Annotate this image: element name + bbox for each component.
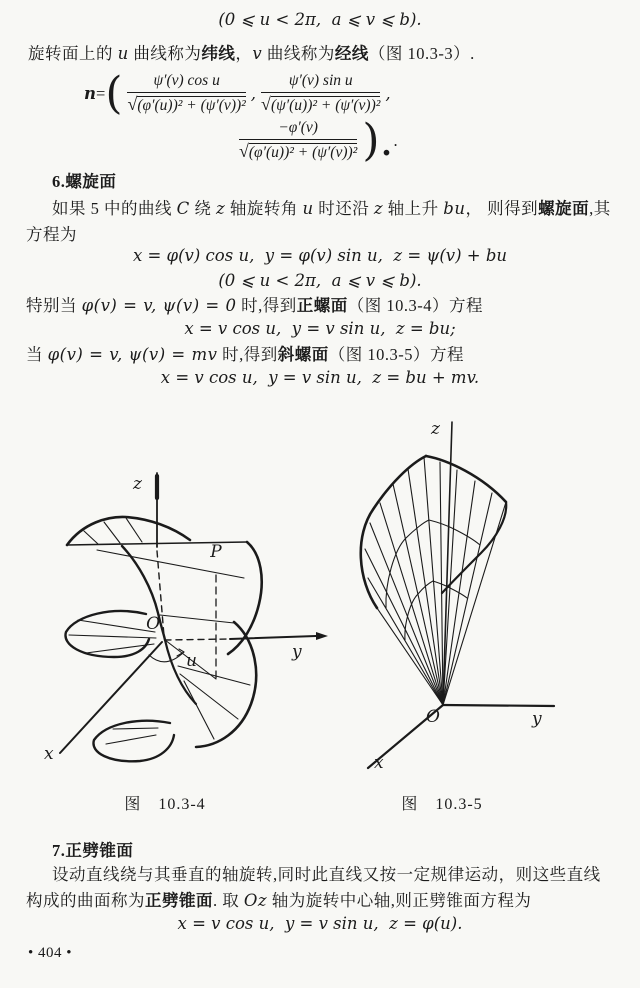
intro-text: 旋转面上的 bbox=[28, 44, 118, 63]
separator-comma: , bbox=[385, 84, 391, 103]
y-axis-arrow bbox=[316, 632, 328, 640]
term-jingxian: 经线 bbox=[334, 44, 369, 63]
equation-right-helicoid: x = v cos u, y = v sin u, z = bu; bbox=[184, 319, 456, 338]
term-zhengluomian: 正螺面 bbox=[296, 296, 348, 315]
y-axis bbox=[443, 705, 554, 706]
formula-normal-vector bbox=[84, 67, 398, 166]
intro-text: 曲线称为 bbox=[128, 44, 202, 63]
term-xieluomian: 斜螺面 bbox=[277, 345, 329, 364]
var-z: z bbox=[373, 199, 384, 218]
fraction-1: $\frac{\text{ψ′(v) cos u}}{\text{√(φ′(u))² + (ψ′(v))²}}$ bbox=[127, 72, 246, 114]
fraction-3: $\frac{-\varphi'(v)}{\text{√(φ′(u))² + (ψ′(v))²}}$ bbox=[239, 119, 358, 161]
paragraph-oblique-helicoid: 当 φ(v) = v, ψ(v) = mv 时,得到斜螺面（图 10.3-5）方程 bbox=[26, 345, 464, 364]
intro-text: ， bbox=[235, 44, 253, 63]
paragraph-right-helicoid: 特别当 φ(v) = v, ψ(v) = 0 时,得到正螺面（图 10.3-4）方程 bbox=[26, 296, 483, 315]
equation-oblique-helicoid: x = v cos u, y = v sin u, z = bu + mv. bbox=[160, 368, 480, 387]
label-x: x bbox=[374, 753, 384, 773]
section-6-paragraph: 如果 5 中的曲线 C 绕 z 轴旋转角 u 时还沿 z 轴上升 bu， 则得到螺旋面,其 bbox=[52, 199, 611, 218]
var-z: z bbox=[216, 199, 226, 218]
label-O: O bbox=[426, 707, 440, 727]
section-7-heading: 7.正劈锥面 bbox=[52, 841, 134, 860]
caption-fig-10-3-5: 图 10.3-5 bbox=[401, 796, 483, 813]
section-6-paragraph-cont: 方程为 bbox=[26, 225, 77, 244]
var-u: u bbox=[302, 199, 314, 218]
label-z: z bbox=[133, 474, 142, 494]
angle-u-arc bbox=[149, 652, 184, 662]
equation-helicoid: x = φ(v) cos u, y = φ(v) sin u, z = ψ(v) + bu bbox=[132, 246, 508, 265]
label-P: P bbox=[210, 542, 222, 562]
formula-row-1: n = ( $\frac{\text{ψ′(v) cos u}}{\text{√(φ′(u))² + (ψ′(v))²}}$ , $\frac{\text{ψ′(v) sin u}}{\text{√(ψ′(u))² + (ψ′(v))²}}$ , bbox=[84, 67, 391, 119]
intro-sentence bbox=[28, 42, 475, 65]
term-weixian: 纬线 bbox=[201, 44, 236, 63]
label-y: y bbox=[292, 642, 302, 662]
figure-10-3-4-helicoid bbox=[38, 423, 338, 785]
var-n: n bbox=[84, 84, 96, 103]
var-u: u bbox=[117, 44, 129, 63]
constraint-line: (0 ⩽ u < 2π, a ⩽ v ⩽ b). bbox=[218, 10, 422, 29]
edge-curve-right bbox=[426, 456, 506, 502]
var-C: C bbox=[176, 199, 190, 218]
label-y: y bbox=[532, 709, 542, 729]
intro-text: 曲线称为 bbox=[262, 44, 335, 63]
figure-ref-10-3-3: （图 10.3-3）. bbox=[368, 44, 475, 63]
term-zhengpizhuimian: 正劈锥面 bbox=[145, 891, 213, 910]
section-6-heading: 6.螺旋面 bbox=[52, 172, 117, 191]
equation-right-conoid: x = v cos u, y = v sin u, z = φ(u). bbox=[177, 914, 463, 933]
radical-sign: √ bbox=[127, 94, 138, 114]
fraction-2: $\frac{\text{ψ′(v) sin u}}{\text{√(ψ′(u))² + (ψ′(v))²}}$ bbox=[261, 72, 381, 114]
ruling-through-P bbox=[97, 550, 244, 578]
equals-sign: = bbox=[96, 83, 106, 103]
label-z: z bbox=[431, 419, 440, 439]
figure-ref-10-3-4: （图 10.3-4）方程 bbox=[347, 296, 483, 315]
label-u: u bbox=[186, 651, 197, 671]
formula-row-2: $\frac{-\varphi'(v)}{\text{√(φ′(u))² + (ψ′(v))²}}$ ). . bbox=[239, 114, 398, 166]
var-Oz: Oz bbox=[243, 891, 268, 910]
condition-math: φ(v) = v, ψ(v) = mv bbox=[47, 345, 218, 364]
radical-sign: √ bbox=[239, 141, 249, 161]
generator-lines bbox=[365, 457, 506, 705]
condition-math: φ(v) = v, ψ(v) = 0 bbox=[81, 296, 237, 315]
caption-fig-10-3-4: 图 10.3-4 bbox=[124, 796, 206, 813]
figure-ref-10-3-5: （图 10.3-5）方程 bbox=[328, 345, 464, 364]
radical-sign: √ bbox=[261, 94, 271, 114]
edge-curve-inner bbox=[442, 502, 506, 593]
separator-comma: , bbox=[250, 84, 257, 103]
section-7-paragraph: 设动直线绕与其垂直的轴旋转,同时此直线又按一定规律运动，则这些直线 bbox=[52, 865, 601, 884]
equation-helicoid-domain: (0 ⩽ u < 2π, a ⩽ v ⩽ b). bbox=[218, 271, 422, 290]
page-number: • 404 • bbox=[28, 945, 73, 961]
label-O: O bbox=[146, 614, 160, 634]
var-bu: bu bbox=[443, 199, 466, 218]
var-v: v bbox=[252, 44, 263, 63]
label-x: x bbox=[44, 744, 54, 764]
section-7-paragraph-cont: 构成的曲面称为正劈锥面. 取 Oz 轴为旋转中心轴,则正劈锥面方程为 bbox=[26, 891, 532, 910]
figure-10-3-5-helicoid bbox=[336, 418, 621, 786]
term-luoxuanmian: 螺旋面 bbox=[538, 199, 590, 218]
